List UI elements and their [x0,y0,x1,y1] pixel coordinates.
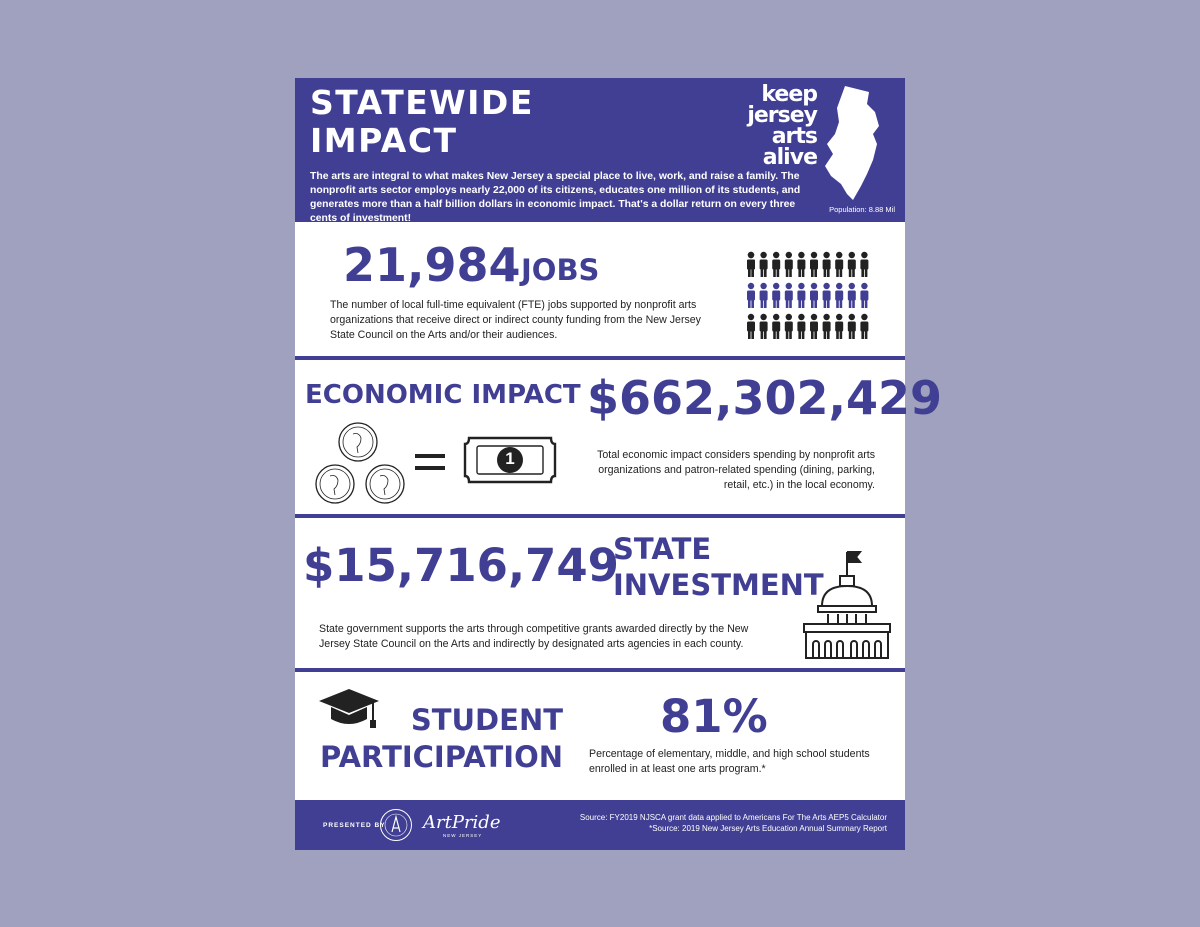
economic-impact-number: $662,302,429 [587,371,943,425]
student-label-line-1: STUDENT [410,703,563,737]
jobs-description: The number of local full-time equivalent (FTE) jobs supported by nonprofit arts organizations that receive direct or indirect county funding from the New Jersey State Council on the Arts and/or their audiences. [330,299,701,341]
artpride-subtitle: NEW JERSEY [443,833,483,838]
keep-jersey-arts-alive-logo [697,84,817,168]
source-note-1: Source: FY2019 NJSCA grant data applied to Americans For The Arts AEP5 Calculator [579,813,887,822]
equals-icon [413,450,447,474]
bill-value: 1 [505,449,515,468]
state-label-line-2: INVESTMENT [613,568,824,602]
economic-impact-description: Total economic impact considers spending by nonprofit arts organizations and patron-related spending (dining, parking, retail, etc.) in the local economy. [597,449,875,491]
logo-line-1: keep [761,82,817,107]
footer [295,800,905,850]
population-label: Population: 8.88 Mil [829,205,895,214]
pennies-icon [313,422,409,508]
source-notes [580,812,887,834]
state-label-line-1: STATE [613,532,712,566]
title-line-1: STATEWIDE [310,83,534,122]
section-divider [295,356,905,360]
artpride-logo: ArtPride [423,812,501,833]
njsca-seal-icon [379,808,413,842]
economic-impact-label: ECONOMIC IMPACT [305,380,581,410]
state-investment-description: State government supports the arts through competitive grants awarded directly by the New Jersey State Council on the Arts and indirectly by designated arts agencies in each county. [319,623,749,650]
logo-line-3: alive [762,145,817,170]
jobs-label: JOBS [521,253,600,287]
source-note-2: *Source: 2019 New Jersey Arts Education Annual Summary Report [649,824,887,833]
state-investment-label [613,531,824,603]
title-line-2: IMPACT [310,121,458,160]
new-jersey-map-icon [817,82,887,206]
intro-paragraph: The arts are integral to what makes New Jersey a special place to live, work, and raise a family. The nonprofit arts sector employs nearly 22,000 of its citizens, educates one million of its students, and generates more than a half billion dollars in economic impact. That's a dollar return on every three cents of investment! [310,171,801,224]
page-title [310,84,534,160]
presented-by-label: PRESENTED BY [323,822,386,829]
student-participation-description: Percentage of elementary, middle, and high school students enrolled in at least one arts program.* [589,748,870,775]
section-divider [295,514,905,518]
logo-line-2: jersey arts [747,103,817,149]
infographic-sheet [295,78,943,850]
capitol-building-icon [800,548,894,664]
student-label-line-2: PARTICIPATION [320,740,563,774]
student-participation-label [319,702,563,776]
section-divider [295,668,905,672]
student-participation-number: 81% [660,690,768,743]
state-investment-number: $15,716,749 [303,539,619,592]
people-figures-icon [746,251,886,343]
header-banner [295,78,905,222]
jobs-number: 21,984 [343,238,521,292]
